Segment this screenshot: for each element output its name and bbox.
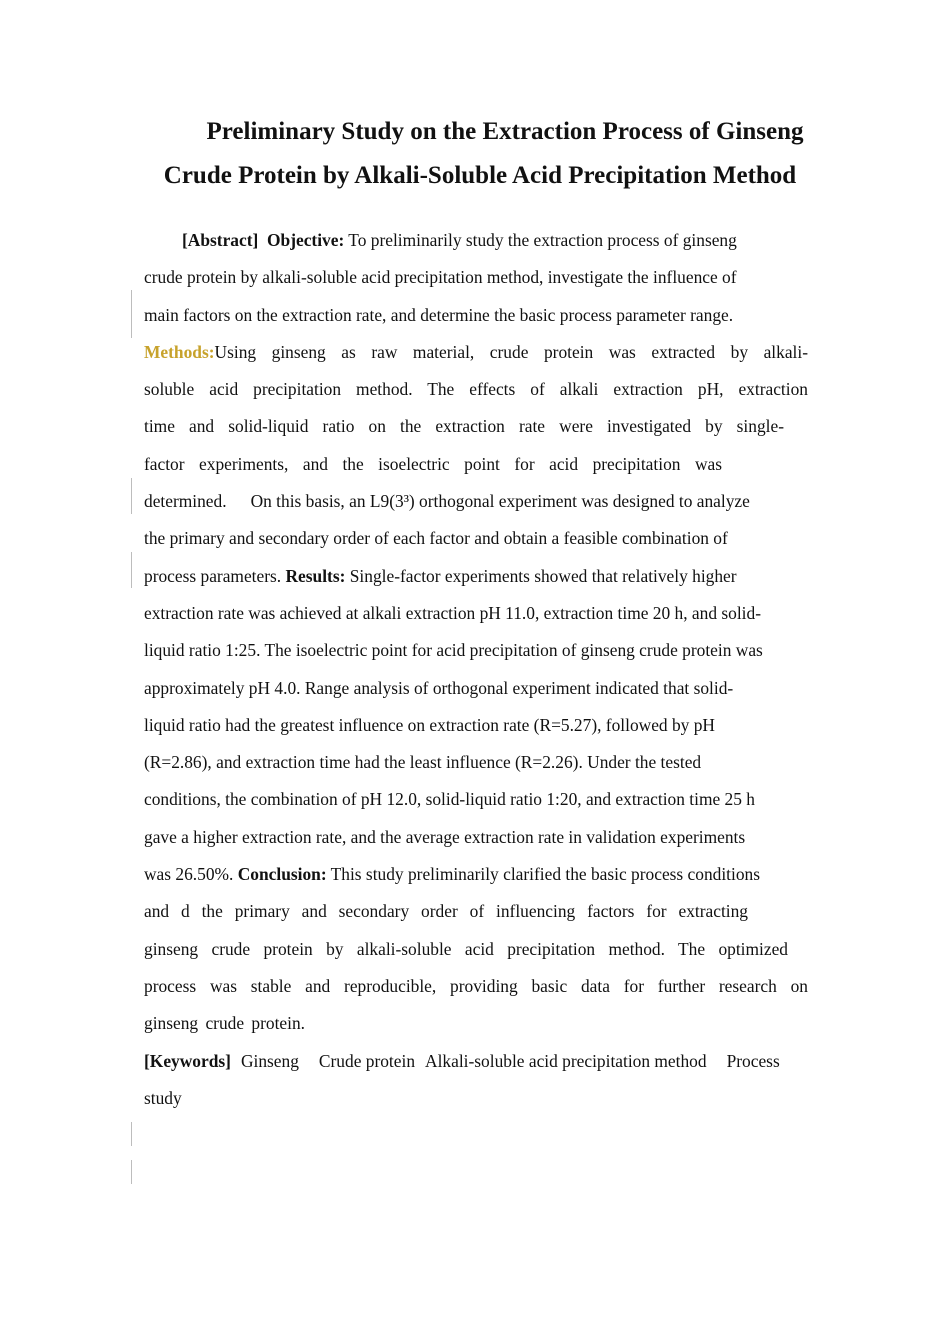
keyword: Process [726, 1051, 780, 1071]
keywords-section [144, 1043, 808, 1118]
abstract-line [144, 483, 808, 520]
abstract-line: gave a higher extraction rate, and the average extraction rate in validation experiments [144, 826, 746, 847]
abstract-line: conditions, the combination of pH 12.0, solid-liquid ratio 1:20, and extraction time 25 h [144, 789, 755, 810]
results-text: Single-factor experiments showed that relatively higher [345, 565, 737, 586]
results-label: Results: [285, 565, 346, 586]
abstract-line: time and solid-liquid ratio on the extraction rate were investigated by single- [144, 416, 784, 437]
methods-text: Using ginseng as raw material, crude protein was extracted by alkali- [214, 341, 808, 362]
margin-mark [131, 1122, 132, 1146]
methods-text: On this basis, an L9(3³) orthogonal experiment was designed to analyze [250, 491, 750, 512]
abstract-line: crude protein by alkali-soluble acid precipitation method, investigate the influence of [144, 267, 737, 288]
keywords-line: study [144, 1088, 182, 1109]
results-text: was 26.50%. [144, 864, 234, 885]
abstract-line: extraction rate was achieved at alkali extraction pH 11.0, extraction time 20 h, and solid- [144, 602, 761, 623]
abstract-line: (R=2.86), and extraction time had the least influence (R=2.26). Under the tested [144, 752, 702, 773]
title-line-1: Preliminary Study on the Extraction Process of Ginseng [206, 118, 804, 145]
abstract-line: liquid ratio had the greatest influence on extraction rate (R=5.27), followed by pH [144, 714, 715, 735]
paper-title [140, 110, 820, 198]
margin-mark [131, 1160, 132, 1184]
abstract-line: the primary and secondary order of each factor and obtain a feasible combination of [144, 528, 728, 549]
keyword: Ginseng [240, 1051, 299, 1071]
margin-mark [131, 478, 132, 514]
margin-mark [131, 552, 132, 588]
abstract-section [144, 222, 808, 1043]
abstract-line [144, 558, 808, 595]
abstract-line: soluble acid precipitation method. The effects of alkali extraction pH, extraction [144, 379, 808, 400]
abstract-line [144, 856, 808, 893]
keywords-line [144, 1043, 808, 1080]
margin-mark [131, 290, 132, 338]
conclusion-label: Conclusion: [237, 864, 327, 885]
keyword: Alkali-soluble acid precipitation method [425, 1051, 707, 1071]
abstract-line: approximately pH 4.0. Range analysis of orthogonal experiment indicated that solid- [144, 677, 734, 698]
title-line-2: Crude Protein by Alkali-Soluble Acid Precipitation Method [163, 162, 797, 189]
methods-text: process parameters. [144, 565, 282, 586]
abstract-line: ginseng crude protein by alkali-soluble acid precipitation method. The optimized [144, 938, 788, 959]
abstract-line: process was stable and reproducible, providing basic data for further research on [144, 975, 808, 996]
abstract-line: ginseng crude protein. [144, 1013, 306, 1034]
abstract-line: main factors on the extraction rate, and determine the basic process parameter range. [144, 304, 734, 325]
abstract-label: [Abstract] [182, 230, 259, 250]
conclusion-text: This study preliminarily clarified the basic process conditions [326, 864, 761, 885]
abstract-line: liquid ratio 1:25. The isoelectric point for acid precipitation of ginseng crude protein was [144, 640, 763, 661]
methods-text: determined. [144, 491, 227, 512]
keyword: Crude protein [318, 1051, 416, 1071]
abstract-line [144, 222, 808, 259]
abstract-line [144, 334, 808, 371]
abstract-line: and d the primary and secondary order of influencing factors for extracting [144, 901, 748, 922]
objective-text: To preliminarily study the extraction process of ginseng [344, 230, 737, 250]
methods-label: Methods: [144, 341, 215, 362]
abstract-line: factor experiments, and the isoelectric point for acid precipitation was [144, 453, 722, 474]
keywords-label: [Keywords] [144, 1051, 231, 1071]
objective-label: Objective: [267, 230, 345, 250]
